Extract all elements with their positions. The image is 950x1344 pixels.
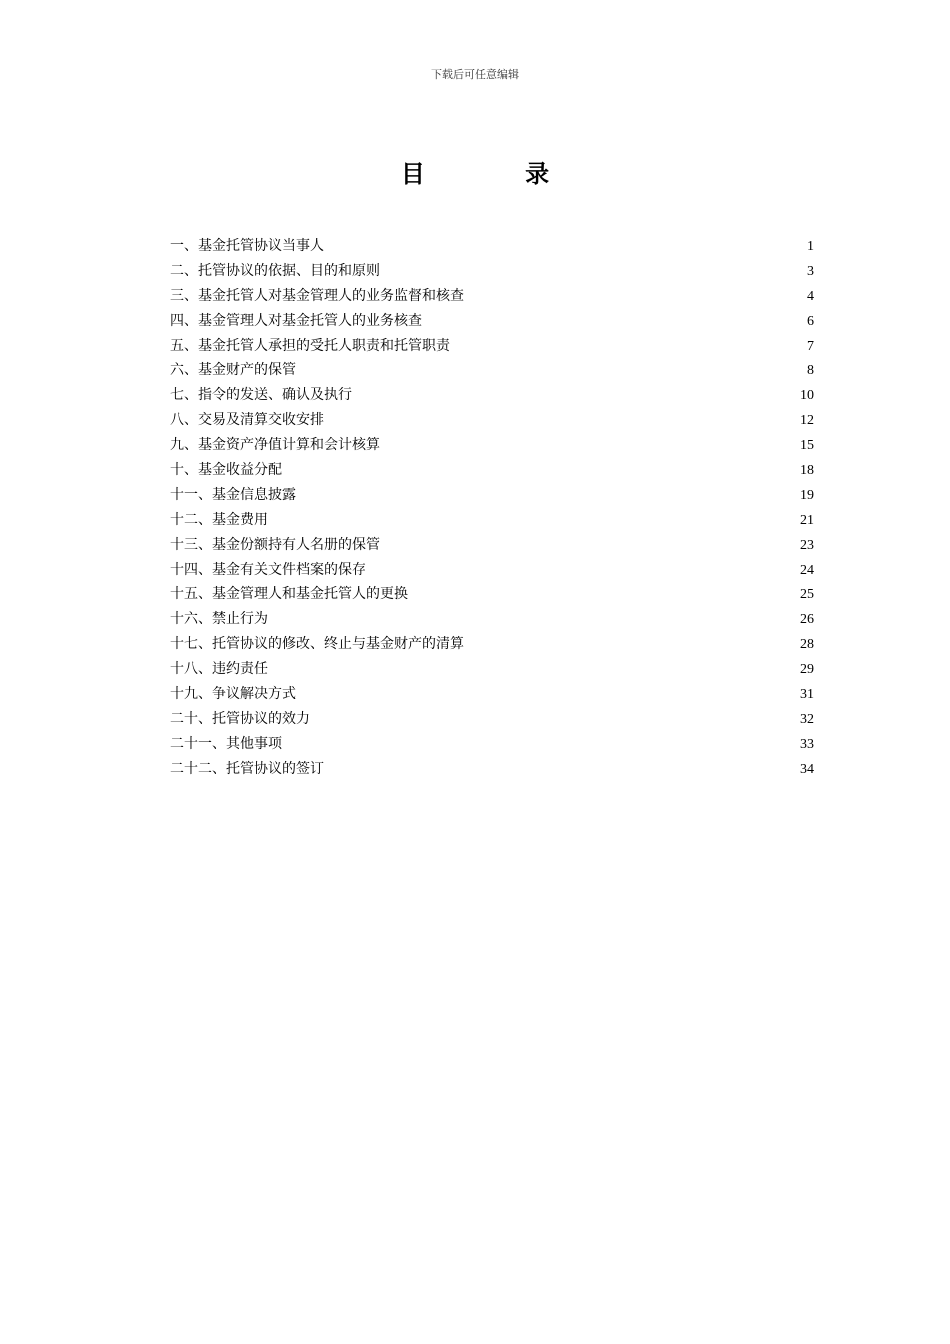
toc-entry-label: 七、指令的发送、确认及执行	[170, 387, 352, 404]
toc-entry-page-number: 6	[807, 313, 814, 329]
toc-entry-page-number: 4	[807, 288, 814, 304]
toc-entry[interactable]	[170, 259, 814, 284]
toc-entry-label: 六、基金财产的保管	[170, 362, 296, 379]
toc-dot-leader	[465, 647, 799, 648]
toc-entry[interactable]	[170, 757, 814, 782]
toc-entry[interactable]	[170, 383, 814, 408]
toc-dot-leader	[325, 423, 799, 424]
toc-entry-label: 二十一、其他事项	[170, 735, 282, 752]
toc-entry-label: 八、交易及清算交收安排	[170, 412, 324, 429]
toc-entry[interactable]	[170, 433, 814, 458]
toc-entry-label: 十二、基金费用	[170, 511, 268, 528]
toc-entry[interactable]	[170, 508, 814, 533]
toc-entry-label: 十八、违约责任	[170, 661, 268, 678]
toc-dot-leader	[353, 398, 799, 399]
toc-dot-leader	[283, 473, 799, 474]
toc-entry-page-number: 34	[800, 761, 814, 777]
toc-entry[interactable]	[170, 234, 814, 259]
toc-dot-leader	[297, 697, 799, 698]
toc-entry-page-number: 28	[800, 637, 814, 653]
toc-entry-label: 十四、基金有关文件档案的保存	[170, 561, 366, 578]
toc-entry-page-number: 3	[807, 263, 814, 279]
toc-dot-leader	[409, 597, 799, 598]
toc-entry-label: 九、基金资产净值计算和会计核算	[170, 437, 380, 454]
toc-entry-page-number: 25	[800, 587, 814, 603]
toc-entry[interactable]	[170, 483, 814, 508]
toc-entry-page-number: 26	[800, 612, 814, 628]
toc-entry-page-number: 21	[800, 512, 814, 528]
toc-entry[interactable]	[170, 632, 814, 657]
toc-dot-leader	[269, 672, 799, 673]
toc-entry-label: 二、托管协议的依据、目的和原则	[170, 262, 380, 279]
toc-entry-page-number: 19	[800, 487, 814, 503]
toc-dot-leader	[381, 448, 799, 449]
toc-entry-label: 四、基金管理人对基金托管人的业务核查	[170, 312, 422, 329]
toc-entry-page-number: 31	[800, 687, 814, 703]
toc-dot-leader	[381, 548, 799, 549]
toc-entry-label: 十六、禁止行为	[170, 611, 268, 628]
toc-entry[interactable]	[170, 533, 814, 558]
toc-dot-leader	[283, 747, 799, 748]
toc-entry[interactable]	[170, 334, 814, 359]
toc-entry-label: 三、基金托管人对基金管理人的业务监督和核查	[170, 287, 464, 304]
toc-dot-leader	[325, 249, 806, 250]
toc-dot-leader	[269, 523, 799, 524]
toc-entry-page-number: 29	[800, 662, 814, 678]
toc-entry-label: 二十二、托管协议的签订	[170, 760, 324, 777]
toc-entry-label: 十五、基金管理人和基金托管人的更换	[170, 586, 408, 603]
toc-dot-leader	[297, 373, 806, 374]
toc-entry[interactable]	[170, 408, 814, 433]
header-note: 下载后可任意编辑	[431, 68, 519, 81]
toc-entry[interactable]	[170, 558, 814, 583]
toc-entry-page-number: 15	[800, 438, 814, 454]
toc-entry-page-number: 33	[800, 736, 814, 752]
toc-entry[interactable]	[170, 607, 814, 632]
toc-entry-label: 十、基金收益分配	[170, 462, 282, 479]
toc-entry-page-number: 24	[800, 562, 814, 578]
toc-entry-label: 十七、托管协议的修改、终止与基金财产的清算	[170, 636, 464, 653]
toc-entry-page-number: 10	[800, 388, 814, 404]
toc-entry[interactable]	[170, 682, 814, 707]
toc-dot-leader	[423, 324, 806, 325]
page-title: 目 录	[400, 160, 596, 188]
toc-dot-leader	[367, 573, 799, 574]
table-of-contents	[170, 234, 814, 782]
toc-entry-page-number: 8	[807, 363, 814, 379]
toc-entry-page-number: 32	[800, 711, 814, 727]
toc-entry[interactable]	[170, 582, 814, 607]
toc-entry[interactable]	[170, 458, 814, 483]
toc-entry[interactable]	[170, 707, 814, 732]
toc-entry-label: 十三、基金份额持有人名册的保管	[170, 536, 380, 553]
toc-entry-label: 十九、争议解决方式	[170, 686, 296, 703]
toc-dot-leader	[451, 349, 806, 350]
toc-entry-page-number: 1	[807, 239, 814, 254]
toc-entry-page-number: 18	[800, 463, 814, 479]
toc-entry[interactable]	[170, 657, 814, 682]
toc-entry-label: 二十、托管协议的效力	[170, 710, 310, 727]
toc-dot-leader	[381, 274, 806, 275]
toc-entry-page-number: 23	[800, 537, 814, 553]
toc-dot-leader	[465, 299, 806, 300]
toc-dot-leader	[297, 498, 799, 499]
toc-entry-label: 十一、基金信息披露	[170, 486, 296, 503]
toc-entry-page-number: 12	[800, 413, 814, 429]
toc-entry[interactable]	[170, 732, 814, 757]
toc-dot-leader	[325, 772, 799, 773]
toc-entry-page-number: 7	[807, 338, 814, 354]
toc-entry-label: 一、基金托管协议当事人	[170, 238, 324, 254]
toc-dot-leader	[311, 722, 799, 723]
toc-entry[interactable]	[170, 284, 814, 309]
toc-dot-leader	[269, 622, 799, 623]
toc-entry[interactable]	[170, 358, 814, 383]
toc-entry-label: 五、基金托管人承担的受托人职责和托管职责	[170, 337, 450, 354]
toc-entry[interactable]	[170, 309, 814, 334]
